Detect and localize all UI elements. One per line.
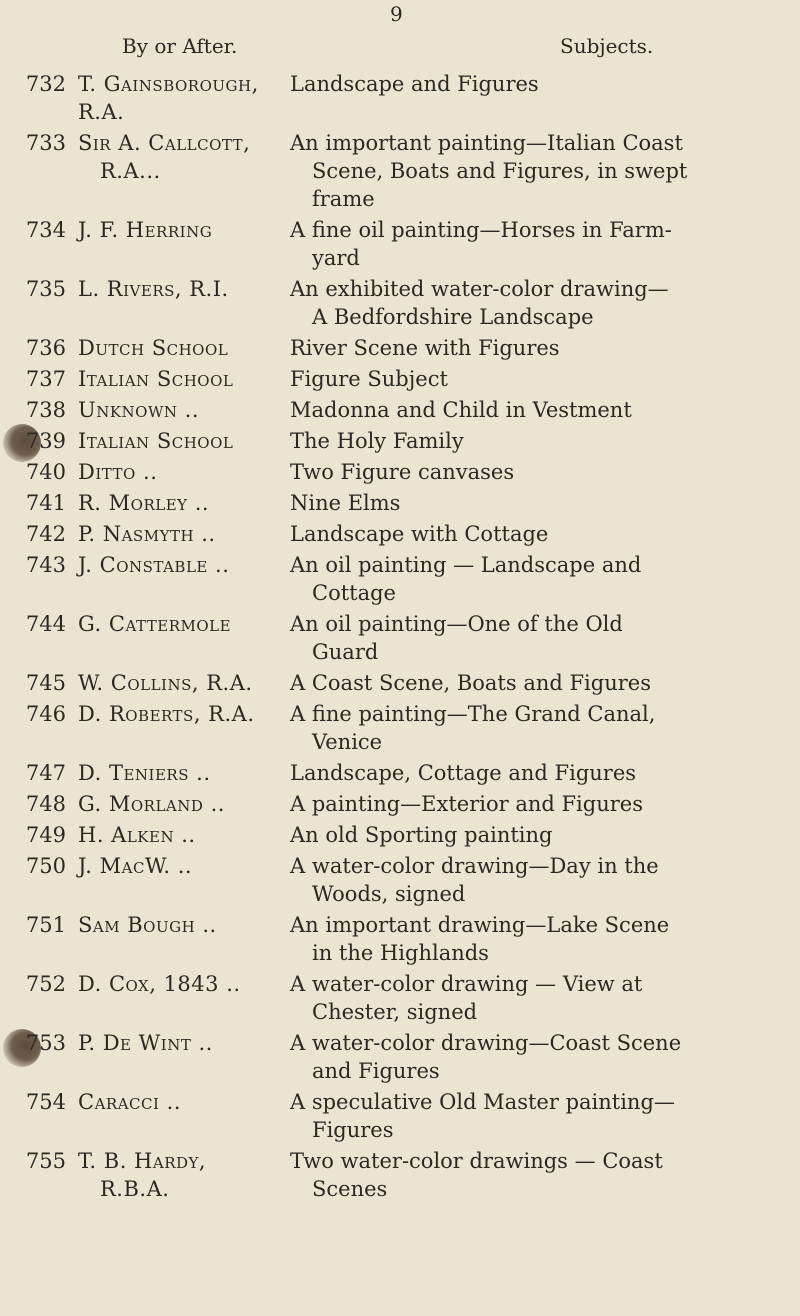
artist-name: T. B. Hardy, bbox=[78, 1149, 207, 1173]
lot-number: 754 bbox=[25, 1090, 66, 1114]
subject-cell bbox=[290, 396, 800, 427]
lot-row bbox=[0, 790, 800, 821]
lot-row bbox=[0, 1147, 800, 1206]
subject-text: Landscape and Figures bbox=[290, 72, 539, 96]
subject-cell bbox=[290, 365, 800, 396]
lot-number: 752 bbox=[25, 972, 66, 996]
subject-text: frame bbox=[312, 187, 375, 211]
artist-cell bbox=[78, 700, 290, 759]
subject-cell bbox=[290, 427, 800, 458]
subject-text: An important painting—Italian Coast bbox=[290, 131, 683, 155]
lot-row bbox=[0, 129, 800, 216]
lot-row bbox=[0, 821, 800, 852]
lot-number: 741 bbox=[25, 491, 66, 515]
artist-cell bbox=[78, 70, 290, 129]
artist-cell bbox=[78, 520, 290, 551]
subject-cell bbox=[290, 1147, 800, 1206]
subject-cell bbox=[290, 759, 800, 790]
artist-name: G. Morland .. bbox=[78, 792, 225, 816]
subject-text: and Figures bbox=[312, 1059, 440, 1083]
lot-number: 744 bbox=[25, 612, 66, 636]
subject-cell bbox=[290, 129, 800, 216]
lot-row bbox=[0, 669, 800, 700]
subject-cell bbox=[290, 1088, 800, 1147]
artist-cell bbox=[78, 458, 290, 489]
artist-name: J. Constable .. bbox=[78, 553, 230, 577]
lot-row bbox=[0, 551, 800, 610]
subject-cell bbox=[290, 790, 800, 821]
lot-row bbox=[0, 275, 800, 334]
artist-name: Italian School bbox=[78, 367, 234, 391]
subject-text: Cottage bbox=[312, 581, 396, 605]
artist-cell bbox=[78, 790, 290, 821]
column-header-by-or-after: By or After. bbox=[122, 34, 238, 58]
artist-name: Unknown .. bbox=[78, 398, 200, 422]
artist-cell bbox=[78, 275, 290, 334]
subject-text: The Holy Family bbox=[290, 429, 464, 453]
artist-cell bbox=[78, 129, 290, 216]
artist-cell bbox=[78, 334, 290, 365]
artist-cell bbox=[78, 970, 290, 1029]
subject-text: A Bedfordshire Landscape bbox=[312, 305, 594, 329]
lot-row bbox=[0, 216, 800, 275]
lot-number: 732 bbox=[25, 72, 66, 96]
subject-cell bbox=[290, 334, 800, 365]
artist-name: T. Gainsborough, R.A. bbox=[78, 72, 259, 124]
subject-text: A fine painting—The Grand Canal, bbox=[290, 702, 656, 726]
subject-text: An exhibited water-color drawing— bbox=[290, 277, 669, 301]
artist-name: L. Rivers, R.I. bbox=[78, 277, 229, 301]
subject-text: Guard bbox=[312, 640, 379, 664]
lot-row bbox=[0, 759, 800, 790]
artist-name: Sir A. Callcott, bbox=[78, 131, 251, 155]
subject-cell bbox=[290, 970, 800, 1029]
lot-row bbox=[0, 970, 800, 1029]
artist-name: P. De Wint .. bbox=[78, 1031, 213, 1055]
column-header-subjects: Subjects. bbox=[560, 34, 654, 58]
lot-number: 733 bbox=[25, 131, 66, 155]
lot-row bbox=[0, 458, 800, 489]
subject-text: Scene, Boats and Figures, in swept bbox=[312, 159, 688, 183]
subject-cell bbox=[290, 852, 800, 911]
subject-text: Scenes bbox=[312, 1177, 388, 1201]
artist-cell bbox=[78, 365, 290, 396]
lot-row bbox=[0, 1088, 800, 1147]
page-number: 9 bbox=[390, 2, 403, 26]
subject-cell bbox=[290, 489, 800, 520]
artist-name: J. MacW. .. bbox=[78, 854, 193, 878]
artist-name: H. Alken .. bbox=[78, 823, 196, 847]
lot-number: 734 bbox=[25, 218, 66, 242]
subject-text: A water-color drawing—Coast Scene bbox=[290, 1031, 682, 1055]
subject-cell bbox=[290, 911, 800, 970]
subject-cell bbox=[290, 610, 800, 669]
subject-text: Nine Elms bbox=[290, 491, 401, 515]
lot-number: 745 bbox=[25, 671, 66, 695]
subject-text: A water-color drawing — View at bbox=[290, 972, 643, 996]
subject-text: in the Highlands bbox=[312, 941, 489, 965]
lot-number: 753 bbox=[25, 1031, 66, 1055]
artist-cell bbox=[78, 489, 290, 520]
artist-name: Caracci .. bbox=[78, 1090, 181, 1114]
lot-row bbox=[0, 852, 800, 911]
subject-text: River Scene with Figures bbox=[290, 336, 560, 360]
subject-text: Woods, signed bbox=[312, 882, 466, 906]
subject-text: Figure Subject bbox=[290, 367, 448, 391]
artist-name: D. Cox, 1843 .. bbox=[78, 972, 241, 996]
artist-cell bbox=[78, 396, 290, 427]
lot-row bbox=[0, 700, 800, 759]
lot-row bbox=[0, 365, 800, 396]
artist-name: G. Cattermole bbox=[78, 612, 232, 636]
lot-row bbox=[0, 911, 800, 970]
subject-cell bbox=[290, 275, 800, 334]
artist-name: W. Collins, R.A. bbox=[78, 671, 253, 695]
artist-cell bbox=[78, 610, 290, 669]
lot-row bbox=[0, 396, 800, 427]
artist-cell bbox=[78, 669, 290, 700]
artist-name: Dutch School bbox=[78, 336, 229, 360]
subject-cell bbox=[290, 520, 800, 551]
artist-name: Ditto .. bbox=[78, 460, 158, 484]
lot-number: 738 bbox=[25, 398, 66, 422]
lot-number: 737 bbox=[25, 367, 66, 391]
lot-row bbox=[0, 70, 800, 129]
artist-cell bbox=[78, 852, 290, 911]
subject-text: Two water-color drawings — Coast bbox=[290, 1149, 663, 1173]
subject-cell bbox=[290, 551, 800, 610]
subject-cell bbox=[290, 70, 800, 129]
subject-cell bbox=[290, 821, 800, 852]
lot-number: 735 bbox=[25, 277, 66, 301]
artist-name: D. Roberts, R.A. bbox=[78, 702, 255, 726]
subject-text: Landscape with Cottage bbox=[290, 522, 549, 546]
subject-text: An oil painting — Landscape and bbox=[290, 553, 642, 577]
lot-number: 736 bbox=[25, 336, 66, 360]
subject-cell bbox=[290, 1029, 800, 1088]
artist-name: R.B.A. bbox=[100, 1177, 170, 1201]
artist-cell bbox=[78, 759, 290, 790]
artist-cell bbox=[78, 911, 290, 970]
artist-name: Italian School bbox=[78, 429, 234, 453]
subject-text: Figures bbox=[312, 1118, 394, 1142]
catalogue-table bbox=[0, 70, 800, 1206]
lot-number: 751 bbox=[25, 913, 66, 937]
artist-cell bbox=[78, 427, 290, 458]
subject-text: Landscape, Cottage and Figures bbox=[290, 761, 637, 785]
subject-text: A water-color drawing—Day in the bbox=[290, 854, 659, 878]
lot-number: 742 bbox=[25, 522, 66, 546]
subject-cell bbox=[290, 216, 800, 275]
subject-cell bbox=[290, 700, 800, 759]
artist-cell bbox=[78, 551, 290, 610]
lot-number: 746 bbox=[25, 702, 66, 726]
artist-cell bbox=[78, 1088, 290, 1147]
lot-row bbox=[0, 334, 800, 365]
subject-text: Two Figure canvases bbox=[290, 460, 515, 484]
subject-text: An oil painting—One of the Old bbox=[290, 612, 623, 636]
subject-text: An old Sporting painting bbox=[290, 823, 553, 847]
subject-text: A speculative Old Master painting— bbox=[290, 1090, 675, 1114]
subject-text: yard bbox=[312, 246, 360, 270]
lot-row bbox=[0, 610, 800, 669]
artist-name: Sam Bough .. bbox=[78, 913, 217, 937]
lot-number: 740 bbox=[25, 460, 66, 484]
subject-cell bbox=[290, 458, 800, 489]
lot-number: 739 bbox=[25, 429, 66, 453]
subject-text: A Coast Scene, Boats and Figures bbox=[290, 671, 651, 695]
artist-name: R. Morley .. bbox=[78, 491, 210, 515]
artist-cell bbox=[78, 216, 290, 275]
lot-row bbox=[0, 427, 800, 458]
lot-number: 750 bbox=[25, 854, 66, 878]
subject-text: Chester, signed bbox=[312, 1000, 478, 1024]
lot-number: 743 bbox=[25, 553, 66, 577]
lot-row bbox=[0, 1029, 800, 1088]
artist-name: R.A... bbox=[100, 159, 161, 183]
artist-name: D. Teniers .. bbox=[78, 761, 211, 785]
subject-text: Venice bbox=[312, 730, 383, 754]
artist-cell bbox=[78, 1147, 290, 1206]
lot-row bbox=[0, 489, 800, 520]
subject-text: A fine oil painting—Horses in Farm- bbox=[290, 218, 672, 242]
subject-text: A painting—Exterior and Figures bbox=[290, 792, 643, 816]
subject-text: Madonna and Child in Vestment bbox=[290, 398, 632, 422]
artist-cell bbox=[78, 1029, 290, 1088]
subject-cell bbox=[290, 669, 800, 700]
lot-number: 749 bbox=[25, 823, 66, 847]
lot-number: 755 bbox=[25, 1149, 66, 1173]
artist-name: J. F. Herring bbox=[78, 218, 213, 242]
artist-cell bbox=[78, 821, 290, 852]
lot-number: 747 bbox=[25, 761, 66, 785]
subject-text: An important drawing—Lake Scene bbox=[290, 913, 670, 937]
lot-number: 748 bbox=[25, 792, 66, 816]
artist-name: P. Nasmyth .. bbox=[78, 522, 216, 546]
lot-row bbox=[0, 520, 800, 551]
